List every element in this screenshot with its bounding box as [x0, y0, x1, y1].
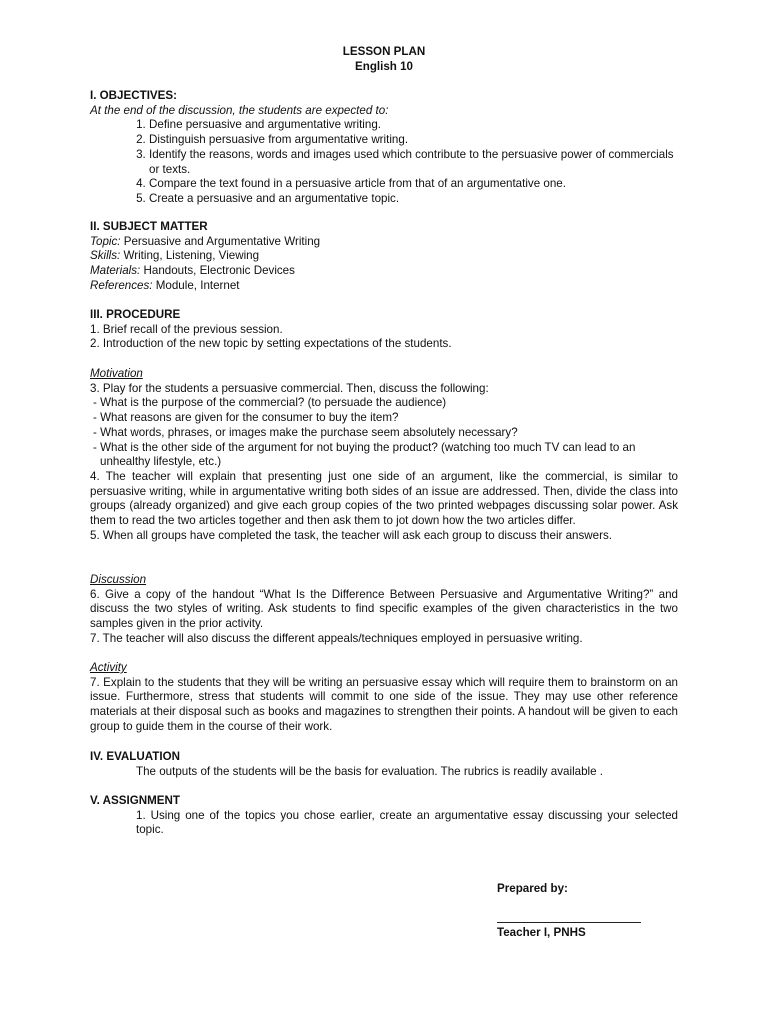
evaluation-section — [90, 750, 678, 779]
objectives-intro: At the end of the discussion, the students are expected to: — [90, 103, 389, 117]
document-subtitle: English 10 — [355, 60, 413, 73]
procedure-step-4: 4. The teacher will explain that presenting just one side of an argument, like the commercial, is similar to persuasive writing, while in argumentative writing both sides of an issue are addressed. Then, divide the class into groups (already organized) and give each group copies of the two printed webpages discussing solar power. Ask them to read the two articles together and then ask them to jot down how the two articles differ. — [90, 469, 678, 528]
objective-item: 3. Identify the reasons, words and images used which contribute to the persuasive power of commercials or texts. — [149, 148, 678, 177]
discussion-section — [90, 573, 678, 647]
topic-row — [90, 235, 678, 250]
objective-item: 1. Define persuasive and argumentative writing. — [149, 118, 678, 133]
evaluation-text: The outputs of the students will be the basis for evaluation. The rubrics is readily available . — [136, 764, 604, 778]
signature-line — [497, 922, 641, 923]
topic-label: Topic: — [90, 234, 121, 248]
discussion-question: - What reasons are given for the consumer to buy the item? — [93, 411, 399, 425]
procedure-step-7a: 7. The teacher will also discuss the different appeals/techniques employed in persuasive writing. — [90, 631, 583, 645]
objective-item: 5. Create a persuasive and an argumentative topic. — [149, 192, 678, 207]
activity-section — [90, 661, 678, 735]
procedure-step-2: 2. Introduction of the new topic by setting expectations of the students. — [90, 337, 452, 351]
skills-row — [90, 249, 678, 264]
signatory-role: Teacher I, PNHS — [497, 926, 586, 939]
discussion-question: - What is the other side of the argument for not buying the product? (watching too much TV can lead to an unhealthy lifestyle, etc.) — [93, 440, 636, 469]
skills-label: Skills: — [90, 249, 121, 263]
procedure-heading: III. PROCEDURE — [90, 308, 181, 321]
discussion-label: Discussion — [90, 573, 147, 586]
objectives-heading: I. OBJECTIVES: — [90, 89, 177, 102]
discussion-question: - What is the purpose of the commercial? (to persuade the audience) — [93, 396, 447, 410]
materials-label: Materials: — [90, 264, 141, 278]
procedure-section — [90, 308, 678, 352]
procedure-step-5: 5. When all groups have completed the task, the teacher will ask each group to discuss their answers. — [90, 528, 612, 542]
references-row — [90, 279, 678, 294]
objectives-list — [90, 118, 678, 206]
motivation-label: Motivation — [90, 367, 143, 380]
procedure-step-1: 1. Brief recall of the previous session. — [90, 322, 283, 336]
document-title: LESSON PLAN — [342, 45, 426, 58]
objective-item: 2. Distinguish persuasive from argumentative writing. — [149, 133, 678, 148]
procedure-step-6: 6. Give a copy of the handout “What Is the Difference Between Persuasive and Argumentative Writing?” and discuss the two styles of writing. Ask students to find specific examples of the given characteristics in the two samples given in the prior activity. — [90, 587, 678, 631]
assignment-text: 1. Using one of the topics you chose earlier, create an argumentative essay discussing your selected topic. — [136, 808, 678, 837]
assignment-heading: V. ASSIGNMENT — [90, 794, 180, 807]
prepared-by-label: Prepared by: — [497, 882, 568, 895]
activity-label: Activity — [90, 661, 127, 674]
subject-matter-heading: II. SUBJECT MATTER — [90, 220, 208, 233]
topic-value: Persuasive and Argumentative Writing — [123, 234, 321, 248]
references-label: References: — [90, 278, 153, 292]
subject-matter-section — [90, 220, 678, 294]
materials-row — [90, 264, 678, 279]
objectives-section — [90, 89, 678, 207]
discussion-question: - What words, phrases, or images make the purchase seem absolutely necessary? — [93, 425, 518, 439]
assignment-section — [90, 794, 678, 838]
references-value: Module, Internet — [155, 278, 240, 292]
skills-value: Writing, Listening, Viewing — [123, 249, 260, 263]
objective-item: 4. Compare the text found in a persuasive article from that of an argumentative one. — [149, 177, 678, 192]
procedure-step-3: 3. Play for the students a persuasive commercial. Then, discuss the following: — [90, 381, 489, 395]
materials-value: Handouts, Electronic Devices — [143, 264, 295, 278]
evaluation-heading: IV. EVALUATION — [90, 750, 180, 763]
procedure-step-7b: 7. Explain to the students that they will be writing an persuasive essay which will require them to brainstorm on an issue. Furthermore, stress that students will commit to one side of the issue. They may use other reference materials at their disposal such as books and magazines to strengthen their points. A handout will be given to each group to guide them in the course of their work. — [90, 675, 678, 733]
motivation-section — [90, 367, 678, 543]
